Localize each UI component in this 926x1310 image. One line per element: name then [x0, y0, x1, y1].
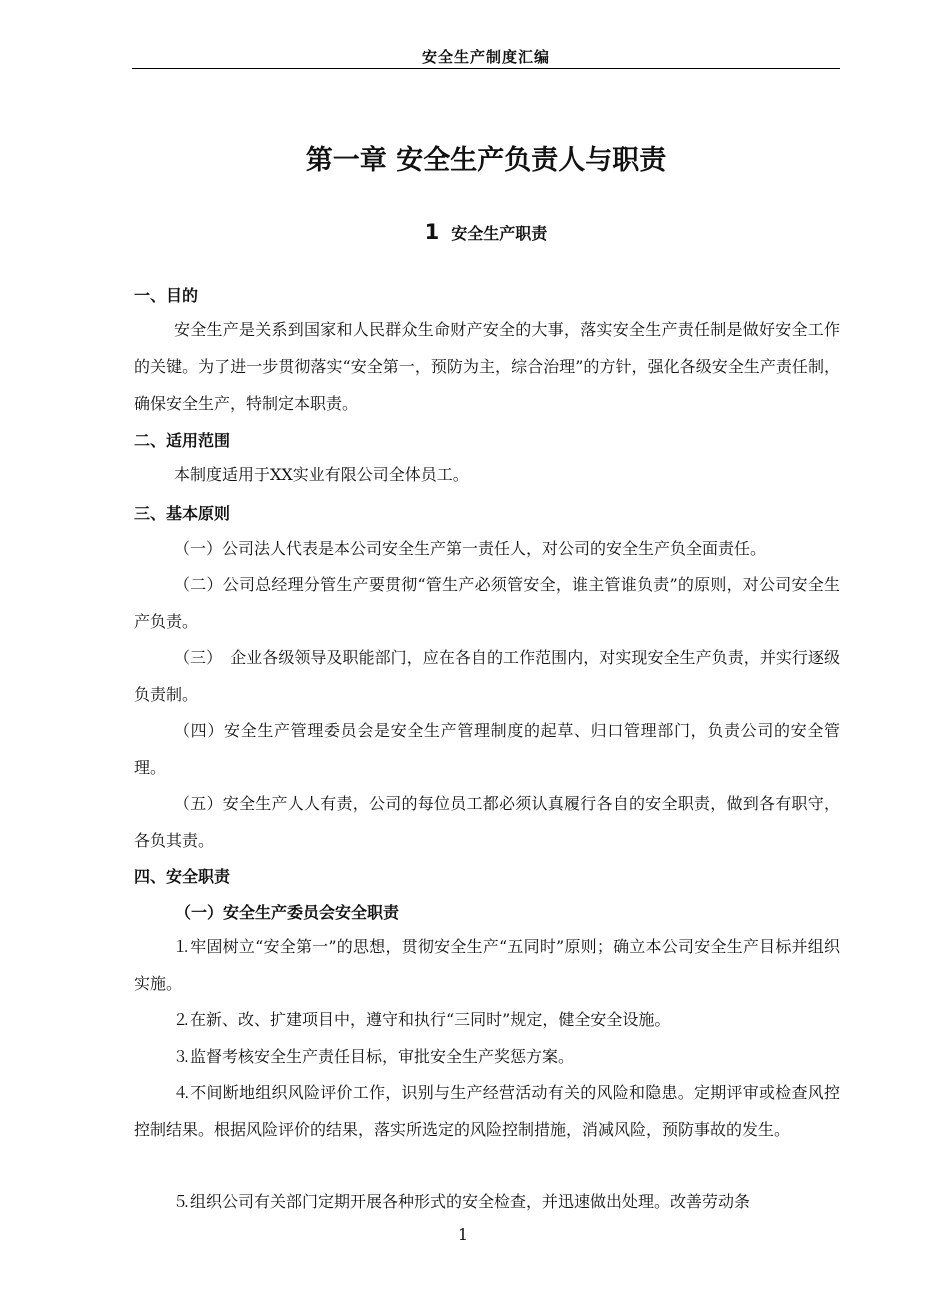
- paragraph: ⒉在新、改、扩建项目中，遵守和执行“三同时”规定，健全安全设施。: [174, 1010, 671, 1029]
- section-number: 1: [424, 220, 440, 244]
- heading-scope: 二、适用范围: [134, 431, 231, 450]
- paragraph: 安全生产是关系到国家和人民群众生命财产安全的大事，落实安全生产责任制是做好安全工作的关键。为了进一步贯彻落实“安全第一，预防为主，综合治理”的方针，强化各级安全生产责任制，确保安全生产，特制定本职责。: [134, 320, 840, 413]
- paragraph: ⒌组织公司有关部门定期开展各种形式的安全检查，并迅速做出处理。改善劳动条: [174, 1192, 751, 1211]
- subheading-committee: （一）安全生产委员会安全职责: [175, 903, 400, 922]
- heading-responsibilities: 四、安全职责: [134, 867, 231, 886]
- header-divider: [132, 68, 840, 69]
- paragraph: （三） 企业各级领导及职能部门，应在各自的工作范围内，对实现安全生产负责，并实行逐级负责制。: [134, 648, 840, 704]
- page-number: 1: [457, 1225, 469, 1244]
- paragraph: （一）公司法人代表是本公司安全生产第一责任人，对公司的安全生产负全面责任。: [174, 539, 767, 558]
- heading-purpose: 一、目的: [134, 286, 199, 305]
- heading-principles: 三、基本原则: [134, 504, 231, 523]
- chapter-title: 第一章 安全生产负责人与职责: [305, 145, 667, 176]
- section-title: [132, 220, 840, 244]
- paragraph: ⒈牢固树立“安全第一”的思想，贯彻安全生产“五同时”原则；确立本公司安全生产目标并组织实施。: [134, 937, 840, 993]
- paragraph: （四）安全生产管理委员会是安全生产管理制度的起草、归口管理部门，负责公司的安全管理。: [134, 721, 840, 777]
- paragraph: 本制度适用于XX实业有限公司全体员工。: [174, 465, 469, 484]
- paragraph: （二）公司总经理分管生产要贯彻“管生产必须管安全，谁主管谁负责”的原则，对公司安全生产负责。: [134, 575, 840, 631]
- running-header: 安全生产制度汇编: [421, 48, 550, 66]
- section-title-text: 安全生产职责: [451, 224, 548, 243]
- paragraph: ⒋不间断地组织风险评价工作，识别与生产经营活动有关的风险和隐患。定期评审或检查风控控制结果。根据风险评价的结果，落实所选定的风险控制措施，消减风险，预防事故的发生。: [134, 1083, 840, 1139]
- paragraph: （五）安全生产人人有责，公司的每位员工都必须认真履行各自的安全职责，做到各有职守，各负其责。: [134, 794, 840, 850]
- paragraph: ⒊监督考核安全生产责任目标，审批安全生产奖惩方案。: [174, 1047, 575, 1066]
